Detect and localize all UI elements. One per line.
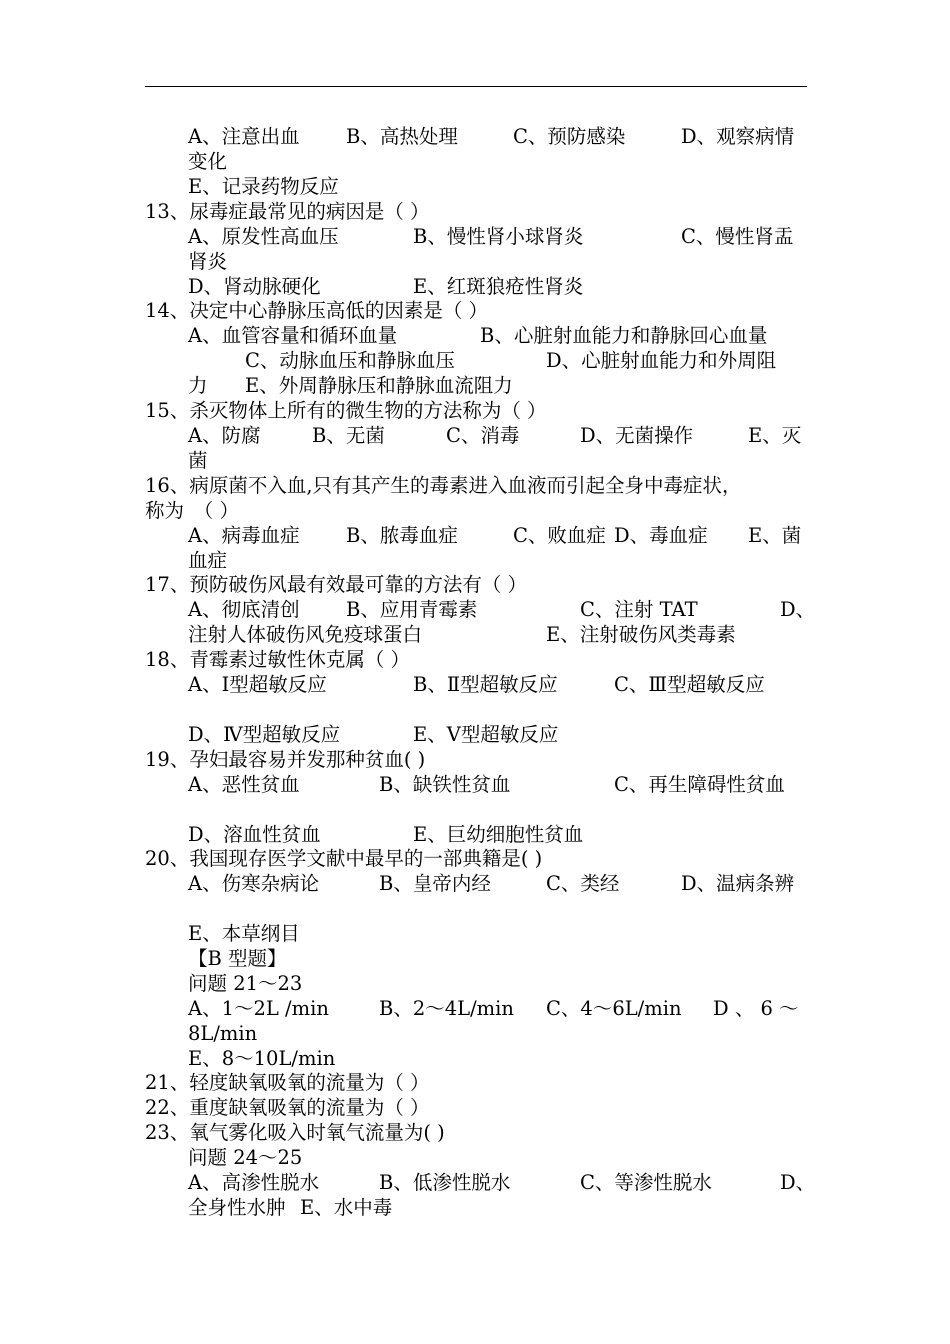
q22-stem: 22、重度缺氧吸氧的流量为（ ）	[145, 1096, 430, 1119]
q12-option-e: E、记录药物反应	[188, 175, 339, 198]
q19-option-a: A、恶性贫血	[188, 773, 300, 796]
q14-stem: 14、决定中心静脉压高低的因素是（ ）	[145, 299, 489, 322]
q18-option-e: E、Ⅴ型超敏反应	[413, 723, 559, 746]
q16-stem-wrap: 称为 （ ）	[145, 499, 239, 522]
btype-g1-option-d: D 、 6 ～	[713, 997, 799, 1020]
q20-option-b: B、皇帝内经	[379, 872, 491, 895]
q17-option-a: A、彻底清创	[188, 598, 300, 621]
q12-option-b: B、高热处理	[346, 125, 458, 148]
q14-option-d: D、心脏射血能力和外周阻	[546, 349, 777, 372]
q19-option-e: E、巨幼细胞性贫血	[413, 823, 584, 846]
q15-option-e-wrap: 菌	[188, 449, 208, 472]
q19-option-c: C、再生障碍性贫血	[614, 773, 785, 796]
q12-option-d-wrap: 变化	[188, 150, 228, 173]
q12-option-c: C、预防感染	[513, 125, 626, 148]
q14-option-d-wrap: 力	[188, 374, 208, 397]
q17-option-c: C、注射 TAT	[580, 598, 698, 621]
btype-g1-option-e: E、8～10L/min	[188, 1047, 336, 1070]
q20-option-d: D、温病条辨	[681, 872, 795, 895]
q21-stem: 21、轻度缺氧吸氧的流量为（ ）	[145, 1071, 430, 1094]
q13-stem: 13、尿毒症最常见的病因是（ ）	[145, 200, 430, 223]
q15-option-b: B、无菌	[312, 424, 385, 447]
btype-g2-option-b: B、低渗性脱水	[379, 1171, 511, 1194]
btype-heading: 【B 型题】	[188, 947, 287, 970]
q20-option-c: C、类经	[546, 872, 620, 895]
q19-stem: 19、孕妇最容易并发那种贫血( )	[145, 748, 426, 771]
q23-stem: 23、氧气雾化吸入时氧气流量为( )	[145, 1121, 445, 1144]
btype-g2-option-d-wrap: 全身性水肿	[188, 1196, 286, 1219]
q20-stem: 20、我国现存医学文献中最早的一部典籍是( )	[145, 847, 543, 870]
btype-g1-option-b: B、2～4L/min	[379, 997, 514, 1020]
q13-option-a: A、原发性高血压	[188, 225, 339, 248]
btype-g1-option-c: C、4～6L/min	[546, 997, 682, 1020]
q14-option-b: B、心脏射血能力和静脉回心血量	[480, 324, 768, 347]
q12-option-a: A、注意出血	[188, 125, 300, 148]
q13-option-e: E、红斑狼疮性肾炎	[413, 275, 584, 298]
q13-option-c: C、慢性肾盂	[681, 225, 794, 248]
q17-option-b: B、应用青霉素	[346, 598, 478, 621]
q14-option-c: C、动脉血压和静脉血压	[245, 349, 455, 372]
q14-option-a: A、血管容量和循环血量	[188, 324, 398, 347]
q12-option-d: D、观察病情	[681, 125, 795, 148]
q16-stem: 16、病原菌不入血,只有其产生的毒素进入血液而引起全身中毒症状，	[145, 474, 742, 497]
q15-option-c: C、消毒	[446, 424, 520, 447]
q20-option-e: E、本草纲目	[188, 922, 300, 945]
q18-option-c: C、Ⅲ型超敏反应	[614, 673, 765, 696]
q18-option-b: B、Ⅱ型超敏反应	[413, 673, 558, 696]
btype-g2-option-e: E、水中毒	[300, 1196, 393, 1219]
btype-group1-title: 问题 21～23	[188, 972, 303, 995]
q13-option-b: B、慢性肾小球肾炎	[413, 225, 584, 248]
btype-g2-option-c: C、等渗性脱水	[580, 1171, 712, 1194]
q15-option-e: E、灭	[748, 424, 802, 447]
q19-option-b: B、缺铁性贫血	[379, 773, 511, 796]
q16-option-c: C、败血症	[513, 524, 606, 547]
q17-option-d-wrap: 注射人体破伤风免疫球蛋白	[188, 623, 423, 646]
btype-g1-option-d-wrap: 8L/min	[188, 1022, 258, 1045]
q15-option-a: A、防腐	[188, 424, 261, 447]
q16-option-d: D、毒血症	[614, 524, 708, 547]
q16-option-b: B、脓毒血症	[346, 524, 458, 547]
q17-option-d: D、	[780, 598, 816, 621]
q17-option-e: E、注射破伤风类毒素	[546, 623, 736, 646]
btype-g2-option-d: D、	[780, 1171, 816, 1194]
q16-option-e-wrap: 血症	[188, 549, 228, 572]
q15-stem: 15、杀灭物体上所有的微生物的方法称为（ ）	[145, 399, 547, 422]
q15-option-d: D、无菌操作	[580, 424, 694, 447]
btype-g1-option-a: A、1～2L /min	[188, 997, 329, 1020]
q14-option-e: E、外周静脉压和静脉血流阻力	[245, 374, 513, 397]
q18-option-d: D、Ⅳ型超敏反应	[188, 723, 341, 746]
q18-option-a: A、Ⅰ型超敏反应	[188, 673, 327, 696]
q16-option-a: A、病毒血症	[188, 524, 300, 547]
q18-stem: 18、青霉素过敏性休克属（ ）	[145, 648, 411, 671]
q19-option-d: D、溶血性贫血	[188, 823, 321, 846]
q13-option-c-wrap: 肾炎	[188, 250, 228, 273]
q20-option-a: A、伤寒杂病论	[188, 872, 320, 895]
q16-option-e: E、菌	[748, 524, 802, 547]
btype-group2-title: 问题 24～25	[188, 1146, 303, 1169]
btype-g2-option-a: A、高渗性脱水	[188, 1171, 320, 1194]
q13-option-d: D、肾动脉硬化	[188, 275, 321, 298]
q17-stem: 17、预防破伤风最有效最可靠的方法有（ ）	[145, 573, 528, 596]
header-rule	[145, 86, 807, 87]
